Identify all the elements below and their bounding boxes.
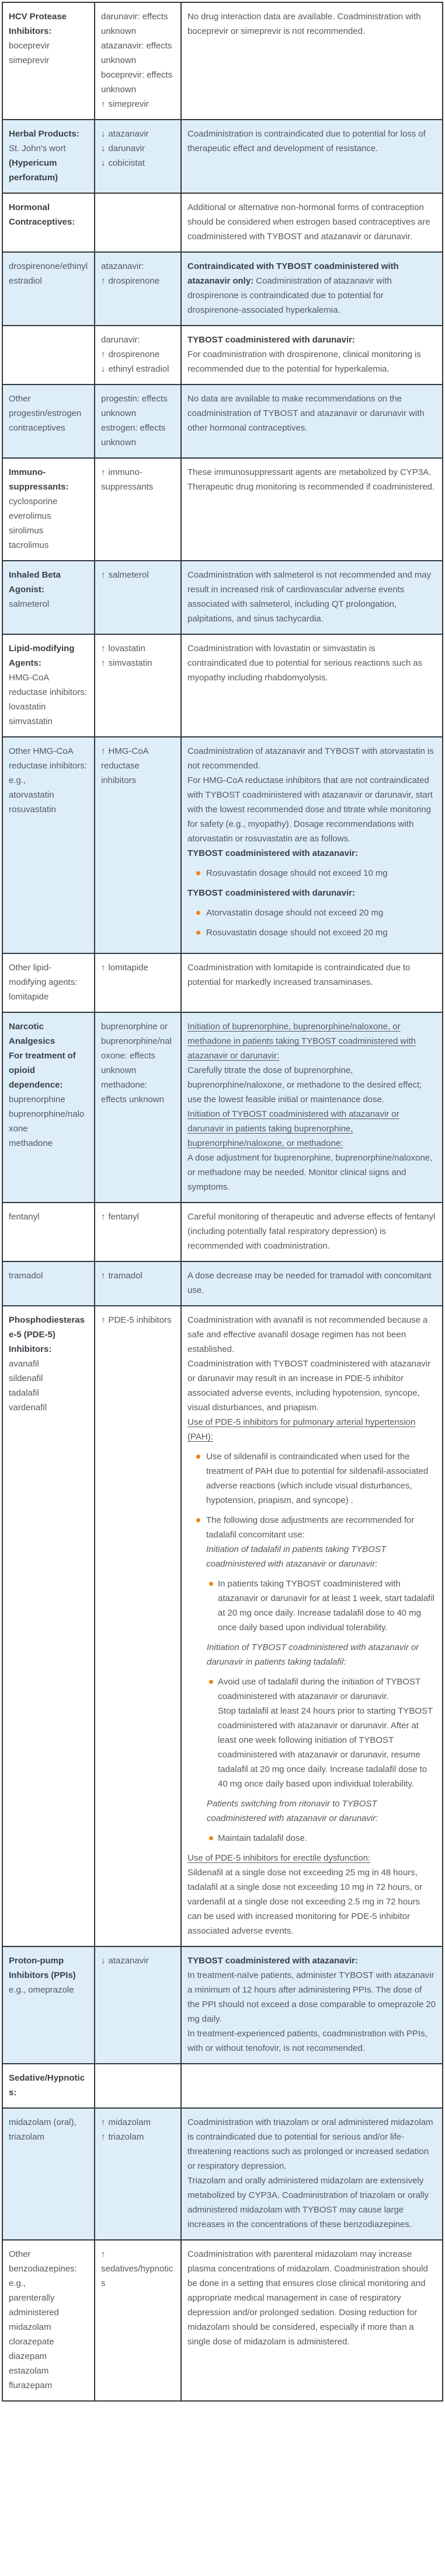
comment-text: Carefully titrate the dose of buprenorphine, buprenorphine/naloxone, or methadone to the desired effect; use the lowest feasible initial or maintenance dose. (187, 1065, 422, 1105)
drug-line: St. John's wort (9, 144, 66, 153)
down-arrow-icon: ↓ (101, 158, 106, 168)
bullet-icon (209, 1836, 213, 1840)
comment-text: Patients switching from ritonavir to TYBOST coadministered with atazanavir or darunavir: (207, 1799, 378, 1823)
up-arrow-icon: ↑ (101, 1271, 106, 1281)
effect-cell (95, 252, 181, 326)
effect-line: ↑ simeprevir (101, 99, 149, 109)
comment-cell (181, 561, 443, 634)
drug-line: e.g., omeprazole (9, 1985, 74, 1995)
comment-paragraph (187, 1953, 436, 1968)
comment-text: Initiation of buprenorphine, buprenorphine/naloxone, or methadone in patients taking TYBOST coadministered with atazanavir or darunavir: (187, 1022, 416, 1061)
comment-text: In patients taking TYBOST coadministered with atazanavir or darunavir for at least 1 week, start tadalafil at 20 mg once daily. Increase tadalafil dose to 40 mg once daily based upon individual tolerability. (218, 1579, 434, 1633)
drug-line: simvastatin (9, 716, 53, 726)
comment-cell (181, 1946, 443, 2064)
comment-paragraph (187, 1851, 436, 1865)
effect-cell (95, 1261, 181, 1306)
comment-cell (181, 1012, 443, 1203)
comment-text: No data are available to make recommendations on the coadministration of TYBOST and atazanavir or darunavir with other hormonal contraceptives. (187, 394, 425, 433)
comment-text: Coadministration with TYBOST coadministered with atazanavir or darunavir may result in an increase in PDE-5 inhibitor associated adverse events, including hypotension, syncope, visual disturbances, and priapism. (187, 1359, 431, 1413)
comment-cell (181, 2240, 443, 2401)
comment-text: Coadministration with parenteral midazolam may increase plasma concentrations of midazolam. Coadministration should be done in a setting that ensures close clinical monitoring and appropriate medical management in case of respiratory depression and/or prolonged sedation. Dosing reduction for midazolam should be considered, especially if more than a single dose of midazolam is administered. (187, 2249, 428, 2347)
drug-line: Narcotic Analgesics (9, 1022, 55, 1046)
drug-line: buprenorphine (9, 1095, 65, 1105)
down-arrow-icon: ↓ (101, 129, 106, 139)
comment-text: Additional or alternative non-hormonal forms of contraception should be considered when estrogen based contraceptives are coadministered with TYBOST and atazanavir or darunavir. (187, 202, 430, 242)
effect-line: methadone: effects unknown (101, 1080, 164, 1105)
comment-text: Avoid use of tadalafil during the initiation of TYBOST coadministered with atazanavir or darunavir. Stop tadalafil at least 24 hours prior to starting TYBOST coadministered with atazanavir or darunavir. After at least one week following initiation of TYBOST coadministered with atazanavir or darunavir, resume tadalafil at 20 mg once daily. Increase tadalafil dose to 40 mg once daily based upon individual tolerability. (218, 1677, 433, 1789)
drug-line: everolimus (9, 511, 51, 521)
effect-line: ↑ immuno-suppressants (101, 467, 154, 492)
comment-text: Careful monitoring of therapeutic and adverse effects of fentanyl (including potentially fatal respiratory depression) is recommended with coadministration. (187, 1212, 436, 1251)
table-row (2, 2240, 443, 2401)
bullet-item (187, 1675, 436, 1791)
bullet-item (187, 1577, 436, 1635)
drug-cell (2, 737, 95, 953)
bullet-item (187, 906, 436, 920)
comment-cell (181, 737, 443, 953)
drug-line: Sedative/Hypnotics: (9, 2073, 85, 2098)
drug-line: vardenafil (9, 1403, 47, 1413)
effect-cell (95, 634, 181, 737)
bullet-item (187, 1831, 436, 1846)
comment-cell (181, 634, 443, 737)
effect-cell (95, 2064, 181, 2108)
up-arrow-icon: ↑ (101, 2132, 106, 2142)
effect-cell (95, 326, 181, 385)
effect-cell (95, 458, 181, 561)
bullet-icon (196, 871, 200, 875)
drug-cell (2, 385, 95, 458)
effect-line: ↑ PDE-5 inhibitors (101, 1315, 172, 1325)
up-arrow-icon: ↑ (101, 658, 106, 668)
drug-line: cyclosporine (9, 497, 58, 506)
bullet-icon (196, 911, 200, 915)
drug-line: drospirenone/ethinyl estradiol (9, 261, 88, 286)
effect-line: atazanavir: (101, 261, 144, 271)
effect-line: ↓ cobicistat (101, 158, 145, 168)
comment-cell (181, 1261, 443, 1306)
drug-cell (2, 1203, 95, 1261)
effect-cell (95, 1203, 181, 1261)
effect-line: ↓ darunavir (101, 144, 145, 153)
drug-cell (2, 326, 95, 385)
comment-paragraph (187, 2173, 436, 2232)
effect-cell (95, 1946, 181, 2064)
up-arrow-icon: ↑ (101, 467, 106, 477)
drug-line: Other lipid-modifying agents: (9, 963, 78, 987)
comment-paragraph (187, 744, 436, 773)
drug-cell (2, 458, 95, 561)
effect-line: atazanavir: effects unknown (101, 41, 172, 65)
table-row (2, 458, 443, 561)
drug-cell (2, 120, 95, 193)
up-arrow-icon: ↑ (101, 570, 106, 580)
table-row (2, 1203, 443, 1261)
comment-paragraph (187, 200, 436, 244)
drug-line: rosuvastatin (9, 805, 56, 815)
drug-line: e.g., (9, 775, 26, 785)
effect-line: buprenorphine or buprenorphine/naloxone: effects unknown (101, 1022, 172, 1075)
comment-paragraph (187, 1640, 436, 1669)
comment-paragraph (187, 333, 436, 347)
drug-line: midazolam (oral), triazolam (9, 2117, 77, 2142)
comment-text: Maintain tadalafil dose. (218, 1833, 308, 1843)
comment-text: In treatment-experienced patients, coadministration with PPIs, with or without tenofovir, is not recommended. (187, 2029, 427, 2053)
effect-line: ↑ HMG-CoA reductase inhibitors (101, 746, 148, 785)
comment-text: For coadministration with drospirenone, clinical monitoring is recommended due to the potential for hyperkalemia. (187, 349, 421, 374)
comment-paragraph (187, 568, 436, 626)
table-row (2, 1012, 443, 1203)
down-arrow-icon: ↓ (101, 364, 106, 374)
drug-cell (2, 2240, 95, 2401)
comment-paragraph (187, 960, 436, 990)
comment-text: TYBOST coadministered with darunavir: (187, 888, 355, 898)
comment-cell (181, 326, 443, 385)
effect-line: ↑ lovastatin (101, 644, 145, 653)
comment-paragraph (187, 1210, 436, 1253)
comment-text: TYBOST coadministered with darunavir: (187, 335, 355, 345)
drug-line: simeprevir (9, 55, 50, 65)
effect-line: estrogen: effects unknown (101, 423, 166, 448)
drug-line: (Hypericum perforatum) (9, 158, 58, 183)
comment-text: Contraindicated with TYBOST coadministered with atazanavir only: Coadministration of atazanavir with drospirenone is contraindicated due to potential for drospirenone-associated hyperkalemia. (187, 261, 399, 315)
comment-paragraph (187, 2026, 436, 2056)
comment-cell (181, 193, 443, 252)
table-row (2, 2, 443, 120)
comment-cell (181, 1306, 443, 1946)
comment-text: Coadministration is contraindicated due to potential for loss of therapeutic effect and development of resistance. (187, 129, 426, 153)
effect-line: ↑ drospirenone (101, 276, 160, 286)
table-row (2, 561, 443, 634)
table-row (2, 2064, 443, 2108)
effect-line: ↓ atazanavir (101, 129, 149, 139)
drug-line: tacrolimus (9, 540, 49, 550)
drug-line: tramadol (9, 1271, 43, 1281)
drug-line: Immuno-suppressants: (9, 467, 69, 492)
table-row (2, 385, 443, 458)
up-arrow-icon: ↑ (101, 1212, 106, 1222)
drug-line: HCV Protease Inhibitors: (9, 12, 67, 36)
comment-cell (181, 1203, 443, 1261)
comment-text: TYBOST coadministered with atazanavir: (187, 1956, 358, 1966)
table-row (2, 953, 443, 1012)
table-row (2, 1946, 443, 2064)
comment-text: Coadministration with lovastatin or simvastatin is contraindicated due to potential for serious reactions such as myopathy including rhabdomyolysis. (187, 644, 422, 683)
effect-cell (95, 561, 181, 634)
comment-text: For HMG-CoA reductase inhibitors that are not contraindicated with TYBOST coadministered with atazanavir or darunavir, start with the lowest recommended dose and titrate while monitoring for safety (e.g., myopathy). Dosage recommendations with atorvastatin or rosuvastatin are as follows. (187, 775, 433, 844)
drug-cell (2, 2, 95, 120)
comment-cell (181, 2, 443, 120)
comment-text: No drug interaction data are available. Coadministration with boceprevir or simeprevir is not recommended. (187, 12, 421, 36)
effect-line: darunavir: effects unknown (101, 12, 168, 36)
drug-cell (2, 1946, 95, 2064)
comment-text: A dose adjustment for buprenorphine, buprenorphine/naloxone, or methadone may be needed. Monitor clinical signs and symptoms. (187, 1153, 433, 1192)
drug-cell (2, 252, 95, 326)
drug-cell (2, 953, 95, 1012)
effect-cell (95, 1306, 181, 1946)
drug-cell (2, 2108, 95, 2240)
drug-line: sirolimus (9, 526, 44, 536)
effect-line: darunavir: (101, 335, 140, 345)
drug-cell (2, 193, 95, 252)
comment-text: Initiation of TYBOST coadministered with atazanavir or darunavir in patients taking buprenorphine, buprenorphine/naloxone, or methadone: (187, 1109, 399, 1148)
comment-text: These immunosuppressant agents are metabolized by CYP3A. Therapeutic drug monitoring is recommended if coadministered. (187, 467, 435, 492)
bullet-icon (196, 931, 200, 935)
comment-text: A dose decrease may be needed for tramadol with concomitant use. (187, 1271, 432, 1295)
effect-line: ↑ fentanyl (101, 1212, 140, 1222)
comment-paragraph (187, 465, 436, 494)
effect-line: ↑ drospirenone (101, 349, 160, 359)
comment-paragraph (187, 1865, 436, 1938)
comment-text: Coadministration of atazanavir and TYBOST with atorvastatin is not recommended. (187, 746, 434, 771)
comment-text: Rosuvastatin dosage should not exceed 10 mg (206, 868, 388, 878)
up-arrow-icon: ↑ (101, 644, 106, 653)
effect-cell (95, 2108, 181, 2240)
drug-cell (2, 634, 95, 737)
comment-paragraph (187, 1268, 436, 1298)
table-row (2, 634, 443, 737)
drug-line: lomitapide (9, 992, 49, 1002)
table-row (2, 1306, 443, 1946)
comment-cell (181, 2064, 443, 2108)
comment-paragraph (187, 1313, 436, 1357)
drug-line: clorazepate (9, 2337, 54, 2347)
table-row (2, 193, 443, 252)
comment-text: Coadministration with triazolam or oral administered midazolam is contraindicated due to potential for serious and/or life-threatening reactions such as prolonged or increased sedation or respiratory depression. (187, 2117, 433, 2171)
effect-cell (95, 737, 181, 953)
comment-cell (181, 2108, 443, 2240)
comment-text: Atorvastatin dosage should not exceed 20 mg (206, 908, 384, 918)
drug-line: tadalafil (9, 1388, 39, 1398)
comment-paragraph (187, 1151, 436, 1194)
comment-text: Coadministration with salmeterol is not recommended and may result in increased risk of cardiovascular adverse events associated with salmeterol, including QT prolongation, palpitations, and sinus tachycardia. (187, 570, 432, 624)
bullet-icon (209, 1680, 213, 1684)
comment-text: Initiation of TYBOST coadministered with atazanavir or darunavir in patients taking tadalafil: (207, 1642, 419, 1667)
table-row (2, 737, 443, 953)
up-arrow-icon: ↑ (101, 349, 106, 359)
down-arrow-icon: ↓ (101, 1956, 106, 1966)
bullet-icon (196, 1518, 200, 1522)
drug-cell (2, 1261, 95, 1306)
drug-cell (2, 1306, 95, 1946)
effect-line: ↑ simvastatin (101, 658, 152, 668)
comment-text: Use of PDE-5 inhibitors for erectile dysfunction: (187, 1853, 371, 1863)
drug-line: salmeterol (9, 599, 50, 609)
comment-paragraph (187, 773, 436, 846)
drug-line: parenterally administered midazolam (9, 2293, 59, 2332)
up-arrow-icon: ↑ (101, 963, 106, 973)
up-arrow-icon: ↑ (101, 746, 106, 756)
drug-line: Hormonal Contraceptives: (9, 202, 75, 227)
up-arrow-icon: ↑ (101, 99, 106, 109)
comment-paragraph (187, 1968, 436, 2026)
drug-line: sildenafil (9, 1373, 43, 1383)
table-row (2, 252, 443, 326)
drug-line: Herbal Products: (9, 129, 79, 139)
comment-paragraph (187, 846, 436, 861)
comment-text: Coadministration with avanafil is not recommended because a safe and effective avanafil dosage regimen has not been established. (187, 1315, 428, 1354)
drug-line: boceprevir (9, 41, 50, 51)
drug-line: HMG-CoA reductase inhibitors: (9, 673, 88, 697)
comment-paragraph (187, 347, 436, 376)
comment-paragraph (187, 1107, 436, 1151)
comment-text: Use of sildenafil is contraindicated when used for the treatment of PAH due to potential for sildenafil-associated adverse reactions (which include visual disturbances, hypotension, priapism, and syncope) . (206, 1452, 429, 1505)
drug-line: For treatment of opioid dependence: (9, 1051, 76, 1090)
comment-paragraph (187, 1019, 436, 1063)
comment-cell (181, 252, 443, 326)
drug-interaction-table (2, 2, 443, 2402)
effect-line: ↑ midazolam (101, 2117, 151, 2127)
comment-text: The following dose adjustments are recommended for tadalafil concomitant use: Initiation of tadalafil in patients taking TYBOST coadministered with atazanavir or darunavir: (206, 1515, 415, 1569)
effect-line: boceprevir: effects unknown (101, 70, 173, 95)
comment-text: TYBOST coadministered with atazanavir: (187, 848, 358, 858)
comment-cell (181, 953, 443, 1012)
comment-paragraph (187, 1415, 436, 1444)
drug-cell (2, 561, 95, 634)
comment-text: Sildenafil at a single dose not exceeding 25 mg in 48 hours, tadalafil at a single dose not exceeding 10 mg in 72 hours, or vardenafil at a single dose not exceeding 2.5 mg in 72 hours can be used with increased monitoring for PDE-5 inhibitor associated adverse events. (187, 1868, 423, 1936)
up-arrow-icon: ↑ (101, 2117, 106, 2127)
drug-cell (2, 1012, 95, 1203)
comment-text: Triazolam and orally administered midazolam are extensively metabolized by CYP3A. Coadministration of triazolam or orally administered midazolam with TYBOST may cause large increases in the concentrations of these benzodiazepines. (187, 2176, 429, 2229)
effect-cell (95, 2, 181, 120)
comment-paragraph (187, 1796, 436, 1826)
up-arrow-icon: ↑ (101, 276, 106, 286)
comment-cell (181, 385, 443, 458)
table-row (2, 326, 443, 385)
bullet-item (187, 925, 436, 940)
bullet-icon (196, 1455, 200, 1459)
drug-line: diazepam (9, 2351, 47, 2361)
comment-paragraph (187, 1357, 436, 1415)
drug-line: fentanyl (9, 1212, 40, 1222)
comment-paragraph (187, 641, 436, 685)
comment-text: In treatment-naïve patients, administer TYBOST with atazanavir a minimum of 12 hours after administering PPIs. The dose of the PPI should not exceed a dose comparable to omeprazole 20 mg daily. (187, 1970, 436, 2024)
drug-line: Lipid-modifying Agents: (9, 644, 75, 668)
effect-cell (95, 385, 181, 458)
drug-line: lovastatin (9, 702, 46, 712)
effect-line: ↓ ethinyl estradiol (101, 364, 169, 374)
comment-paragraph (187, 2247, 436, 2349)
up-arrow-icon: ↑ (101, 2249, 106, 2259)
table-row (2, 1261, 443, 1306)
comment-cell (181, 120, 443, 193)
drug-line: buprenorphine/naloxone (9, 1109, 85, 1134)
effect-line: ↑ triazolam (101, 2132, 144, 2142)
bullet-item (187, 1513, 436, 1571)
comment-paragraph (187, 259, 436, 317)
drug-line: flurazepam (9, 2381, 53, 2390)
comment-text: Rosuvastatin dosage should not exceed 20 mg (206, 928, 388, 938)
table-body (2, 2, 443, 2401)
drug-line: atorvastatin (9, 790, 54, 800)
table-row (2, 2108, 443, 2240)
comment-paragraph (187, 392, 436, 435)
bullet-icon (209, 1582, 213, 1586)
drug-line: e.g., (9, 2278, 26, 2288)
effect-cell (95, 2240, 181, 2401)
comment-text: Use of PDE-5 inhibitors for pulmonary arterial hypertension (PAH): (187, 1417, 416, 1442)
effect-cell (95, 120, 181, 193)
drug-line: Other HMG-CoA reductase inhibitors: (9, 746, 88, 771)
effect-cell (95, 953, 181, 1012)
drug-line: estazolam (9, 2366, 49, 2376)
drug-line: Other benzodiazepines: (9, 2249, 77, 2274)
comment-paragraph (187, 2115, 436, 2173)
drug-line: Other progestin/estrogen contraceptives (9, 394, 82, 433)
effect-cell (95, 193, 181, 252)
bullet-item (187, 1449, 436, 1508)
comment-text: Coadministration with lomitapide is contraindicated due to potential for markedly increased transaminases. (187, 963, 411, 987)
down-arrow-icon: ↓ (101, 144, 106, 153)
table-row (2, 120, 443, 193)
effect-line: ↑ lomitapide (101, 963, 148, 973)
comment-cell (181, 458, 443, 561)
bullet-item (187, 866, 436, 880)
comment-paragraph (187, 886, 436, 900)
effect-line: progestin: effects unknown (101, 394, 168, 418)
drug-line: Phosphodiesterase-5 (PDE-5) Inhibitors: (9, 1315, 85, 1354)
effect-line: ↑ salmeterol (101, 570, 149, 580)
comment-paragraph (187, 9, 436, 39)
drug-cell (2, 2064, 95, 2108)
effect-line: ↑ tramadol (101, 1271, 142, 1281)
up-arrow-icon: ↑ (101, 1315, 106, 1325)
comment-paragraph (187, 1063, 436, 1107)
drug-line: avanafil (9, 1359, 39, 1369)
comment-paragraph (187, 127, 436, 156)
drug-line: Inhaled Beta Agonist: (9, 570, 61, 595)
effect-line: ↑ sedatives/hypnotics (101, 2249, 173, 2288)
drug-line: Proton-pump Inhibitors (PPIs) (9, 1956, 76, 1980)
effect-line: ↓ atazanavir (101, 1956, 149, 1966)
drug-line: methadone (9, 1138, 53, 1148)
effect-cell (95, 1012, 181, 1203)
